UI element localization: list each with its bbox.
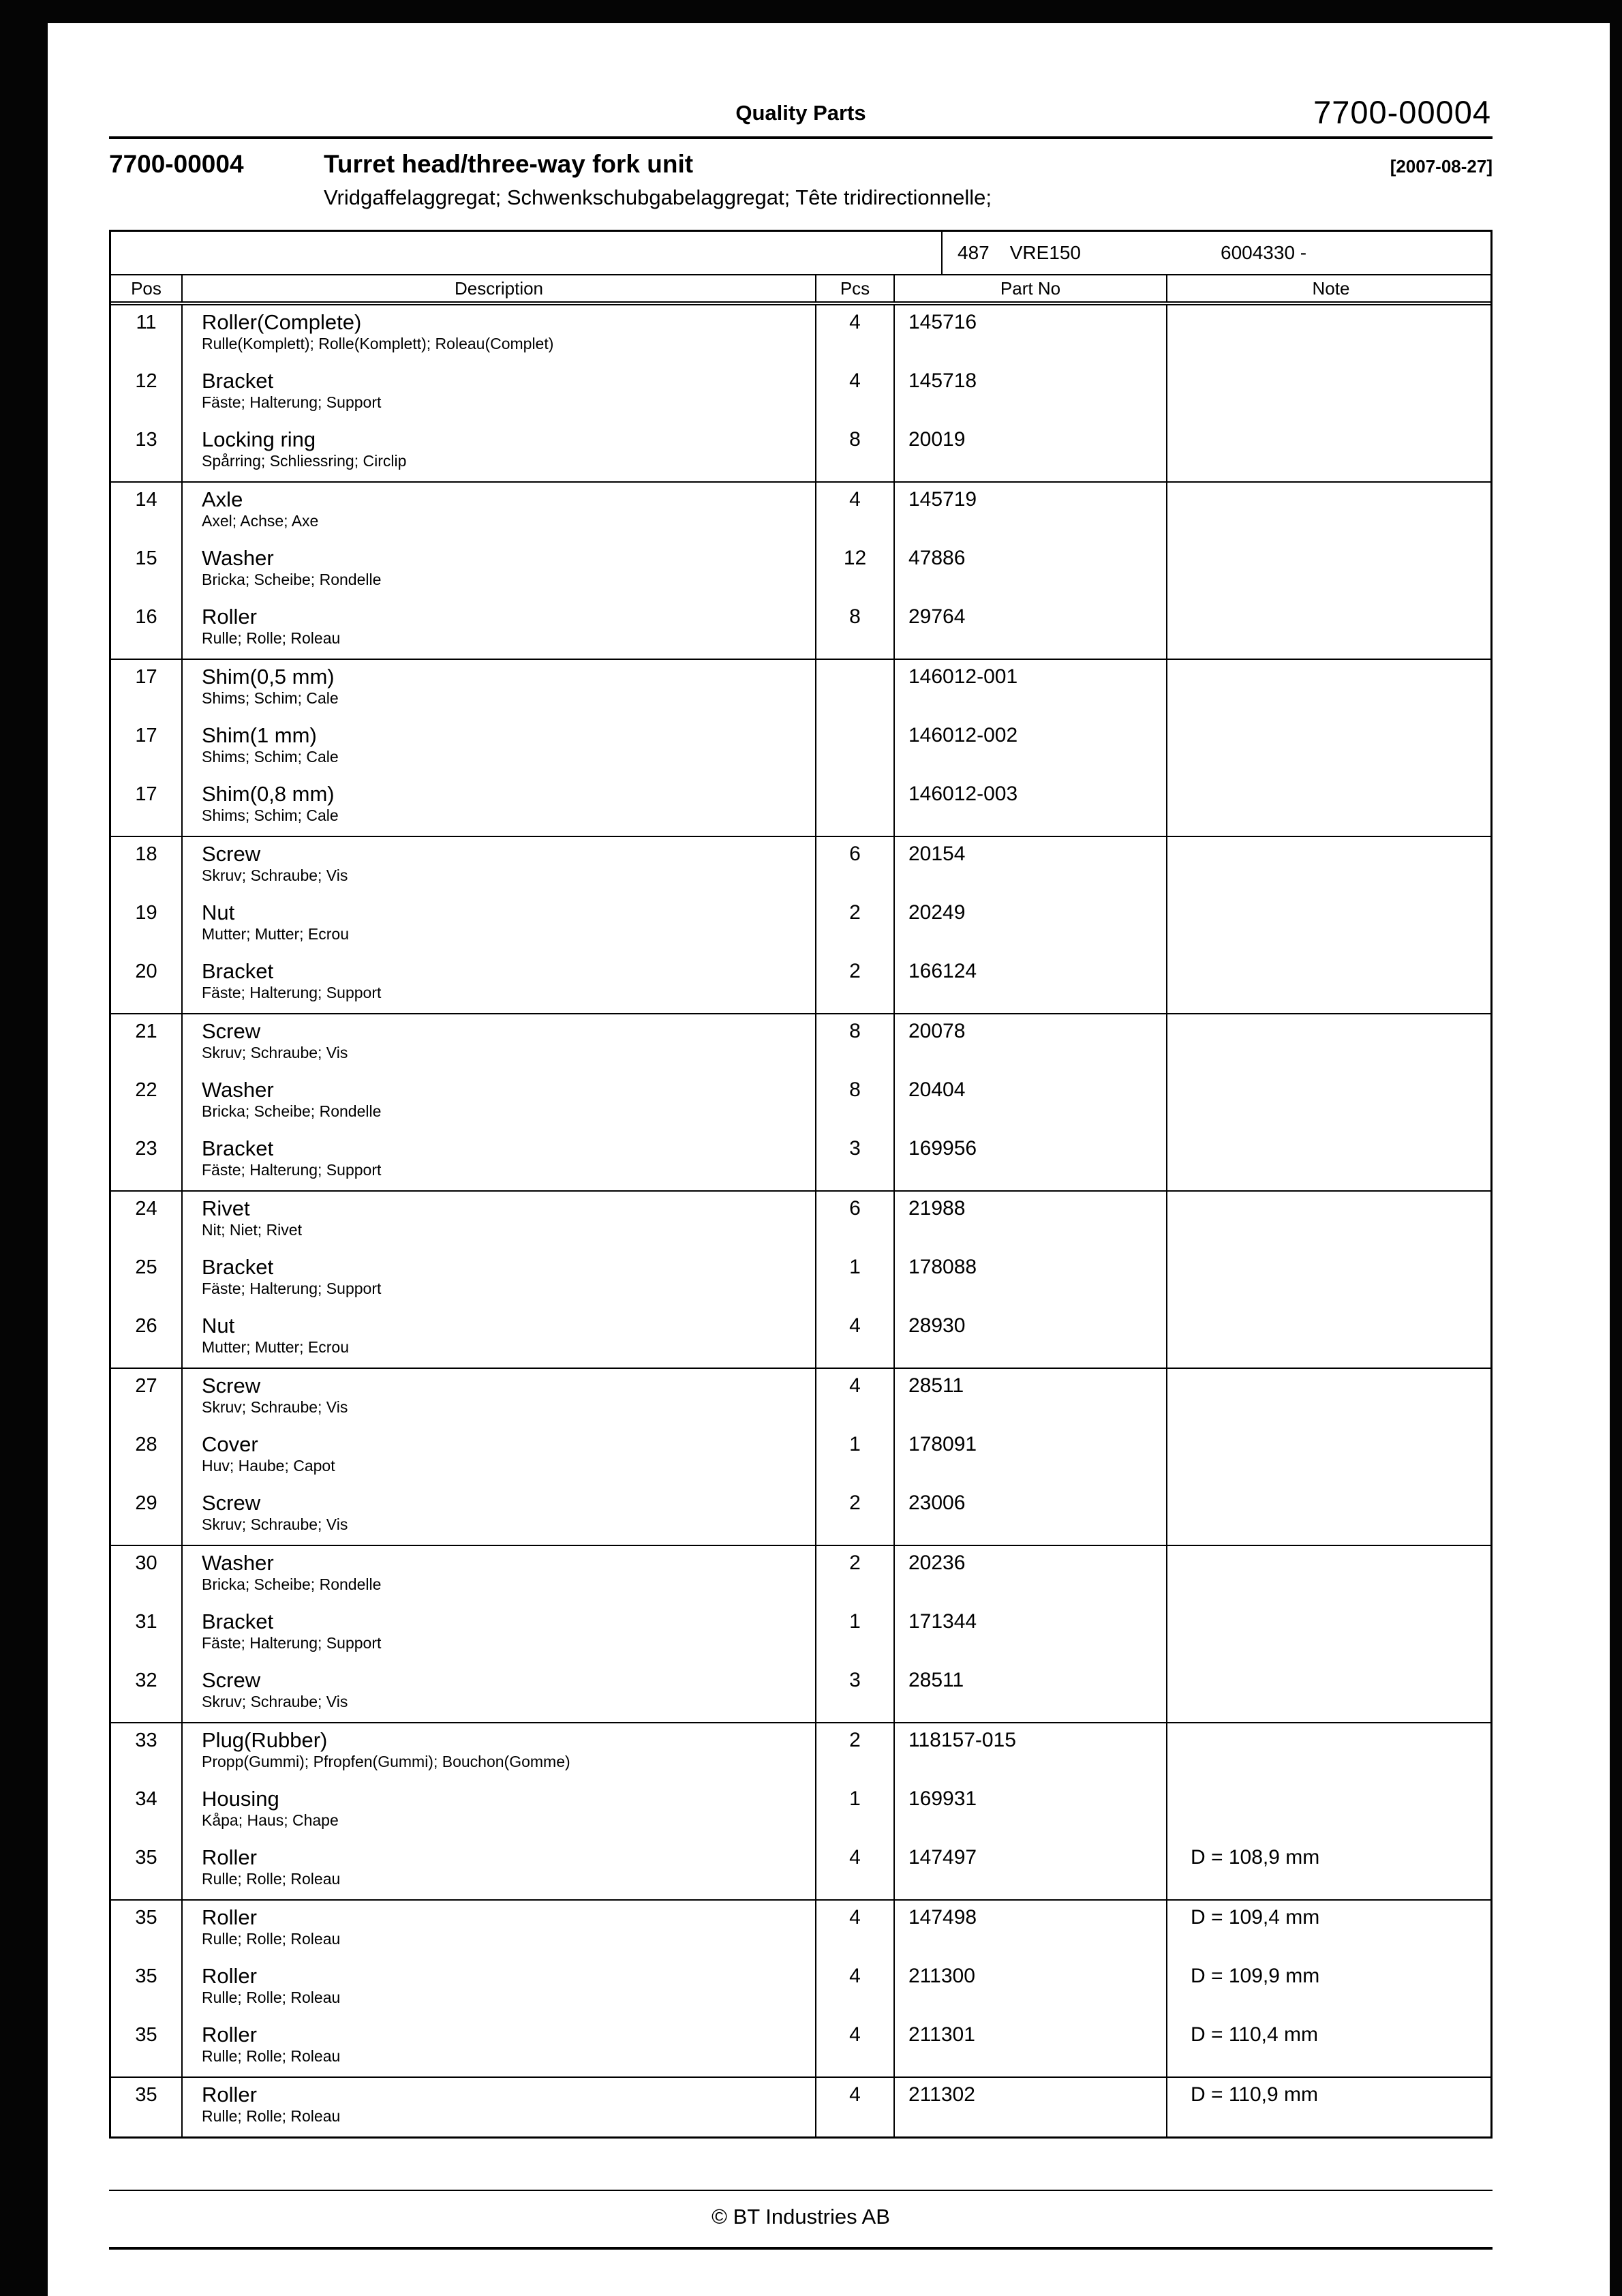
row-pos: 11: [111, 305, 183, 364]
row-pos: 26: [111, 1309, 183, 1368]
row-pos: 35: [111, 1959, 183, 2018]
parts-group: [111, 305, 1490, 481]
row-description-primary: Screw: [202, 1668, 261, 1692]
table-row: [111, 483, 1490, 541]
row-note: [1167, 660, 1495, 719]
row-note: [1167, 1663, 1495, 1722]
row-pcs: [816, 777, 895, 836]
row-pos: 17: [111, 660, 183, 719]
row-note: [1167, 777, 1495, 836]
row-description: [183, 1014, 816, 1073]
table-row: [111, 1782, 1490, 1841]
row-description: [183, 1486, 816, 1545]
row-description-translations: Rulle(Komplett); Rolle(Komplett); Roleau(Complet): [202, 335, 554, 352]
column-header-note: Note: [1312, 277, 1350, 299]
table-row: [111, 777, 1490, 836]
row-description: [183, 660, 816, 719]
table-row: [111, 1073, 1490, 1132]
row-note: [1167, 896, 1495, 954]
row-pos: 23: [111, 1132, 183, 1190]
table-row: [111, 1428, 1490, 1486]
row-partno: 171344: [895, 1605, 1167, 1663]
row-description: [183, 2078, 816, 2136]
row-pos: 17: [111, 777, 183, 836]
row-description: [183, 1132, 816, 1190]
parts-group: [111, 836, 1490, 1013]
table-row: [111, 1841, 1490, 1899]
scan-border-left: [0, 0, 48, 2296]
row-note: [1167, 954, 1495, 1013]
row-description: [183, 777, 816, 836]
row-note: [1167, 1486, 1495, 1545]
row-pcs: 2: [816, 1723, 895, 1782]
row-description-translations: Bricka; Scheibe; Rondelle: [202, 571, 382, 588]
row-pcs: 6: [816, 837, 895, 896]
title-block: [109, 150, 1493, 210]
row-note: [1167, 1309, 1495, 1368]
row-description-primary: Roller: [202, 1905, 257, 1929]
row-description-primary: Screw: [202, 1491, 261, 1515]
table-row: [111, 1663, 1490, 1722]
table-row: [111, 1901, 1490, 1959]
row-note: [1167, 1250, 1495, 1309]
model-name: VRE150: [1009, 242, 1082, 263]
row-pcs: [816, 660, 895, 719]
row-note: [1167, 1014, 1495, 1073]
row-partno: 146012-003: [895, 777, 1167, 836]
row-pos: 16: [111, 600, 183, 659]
table-row: [111, 1486, 1490, 1545]
row-description-translations: Bricka; Scheibe; Rondelle: [202, 1102, 382, 1120]
row-pos: 19: [111, 896, 183, 954]
table-header-row: [111, 275, 1490, 305]
row-pos: 34: [111, 1782, 183, 1841]
table-row: [111, 2018, 1490, 2076]
row-partno: 169956: [895, 1132, 1167, 1190]
row-pcs: 1: [816, 1428, 895, 1486]
row-pcs: 8: [816, 1014, 895, 1073]
row-pcs: 4: [816, 364, 895, 423]
row-note: [1167, 600, 1495, 659]
row-description-translations: Skruv; Schraube; Vis: [202, 1693, 348, 1710]
scan-border-top: [0, 0, 1622, 23]
row-pos: 31: [111, 1605, 183, 1663]
row-partno: 147498: [895, 1901, 1167, 1959]
row-description: [183, 1369, 816, 1428]
column-header-pcs: Pcs: [816, 275, 895, 301]
row-description: [183, 1841, 816, 1899]
parts-group: [111, 1368, 1490, 1545]
row-pcs: 4: [816, 2078, 895, 2136]
brand-title: Quality Parts: [735, 101, 866, 125]
row-pcs: 1: [816, 1605, 895, 1663]
parts-group: [111, 1899, 1490, 2076]
row-description: [183, 1782, 816, 1841]
row-description-primary: Bracket: [202, 1610, 274, 1633]
page-subtitle-translations: Vridgaffelaggregat; Schwenkschubgabelaggregat; Tête tridirectionnelle;: [324, 185, 992, 209]
row-description-primary: Shim(1 mm): [202, 723, 317, 747]
row-note: [1167, 1369, 1495, 1428]
row-description: [183, 954, 816, 1013]
row-pos: 27: [111, 1369, 183, 1428]
row-partno: 145719: [895, 483, 1167, 541]
column-header-pos: Pos: [111, 275, 183, 301]
row-description-translations: Skruv; Schraube; Vis: [202, 1044, 348, 1061]
row-description-primary: Roller: [202, 2023, 257, 2046]
row-pos: 13: [111, 423, 183, 481]
table-row: [111, 423, 1490, 481]
row-pos: 15: [111, 541, 183, 600]
row-description-translations: Nit; Niet; Rivet: [202, 1221, 302, 1239]
row-partno: 145718: [895, 364, 1167, 423]
row-pos: 20: [111, 954, 183, 1013]
row-pcs: 4: [816, 2018, 895, 2076]
row-partno: 20236: [895, 1546, 1167, 1605]
row-partno: 21988: [895, 1192, 1167, 1250]
row-description: [183, 1959, 816, 2018]
parts-table: [109, 230, 1493, 2139]
column-header-partno: Part No: [895, 275, 1167, 301]
row-note: D = 109,4 mm: [1191, 1906, 1320, 1929]
row-partno: 23006: [895, 1486, 1167, 1545]
row-note: D = 109,9 mm: [1191, 1965, 1320, 1987]
row-description-primary: Plug(Rubber): [202, 1728, 328, 1752]
row-pos: 35: [111, 1841, 183, 1899]
row-partno: 28511: [895, 1369, 1167, 1428]
row-description: [183, 1192, 816, 1250]
model-strip: [111, 232, 1490, 275]
parts-group: [111, 481, 1490, 659]
row-description-primary: Shim(0,8 mm): [202, 782, 335, 806]
row-description-translations: Skruv; Schraube; Vis: [202, 866, 348, 884]
row-description-translations: Shims; Schim; Cale: [202, 689, 339, 707]
row-description-primary: Washer: [202, 1551, 274, 1575]
row-description-translations: Mutter; Mutter; Ecrou: [202, 925, 350, 943]
row-partno: 20019: [895, 423, 1167, 481]
row-description-primary: Screw: [202, 1374, 261, 1398]
row-pos: 28: [111, 1428, 183, 1486]
title-line: [109, 150, 1493, 179]
table-row: [111, 954, 1490, 1013]
row-pcs: 8: [816, 1073, 895, 1132]
row-pcs: [816, 719, 895, 777]
row-pos: 35: [111, 2078, 183, 2136]
model-cell: [943, 232, 1490, 274]
row-partno: 29764: [895, 600, 1167, 659]
table-row: [111, 1192, 1490, 1250]
row-partno: 178091: [895, 1428, 1167, 1486]
row-pos: 30: [111, 1546, 183, 1605]
model-strip-spacer: [111, 232, 943, 274]
row-description-translations: Shims; Schim; Cale: [202, 748, 339, 766]
table-row: [111, 1369, 1490, 1428]
row-description: [183, 423, 816, 481]
row-description-primary: Nut: [202, 901, 235, 924]
row-description-primary: Locking ring: [202, 427, 316, 451]
row-description-primary: Cover: [202, 1432, 258, 1456]
scan-border-right: [1610, 0, 1622, 2296]
table-row: [111, 719, 1490, 777]
row-pcs: 4: [816, 483, 895, 541]
table-row: [111, 1605, 1490, 1663]
row-partno: 118157-015: [895, 1723, 1167, 1782]
row-description-primary: Roller(Complete): [202, 310, 362, 334]
row-partno: 20154: [895, 837, 1167, 896]
row-description-primary: Screw: [202, 1019, 261, 1043]
row-note: [1167, 1073, 1495, 1132]
row-note: [1167, 1782, 1495, 1841]
row-pos: 25: [111, 1250, 183, 1309]
row-description: [183, 483, 816, 541]
row-pcs: 2: [816, 954, 895, 1013]
table-row: [111, 660, 1490, 719]
document-number-large: 7700-00004: [1313, 94, 1491, 130]
row-description-translations: Huv; Haube; Capot: [202, 1457, 335, 1475]
row-description: [183, 600, 816, 659]
parts-group: [111, 1190, 1490, 1368]
parts-group: [111, 1722, 1490, 1899]
revision-date: [2007-08-27]: [1390, 156, 1493, 177]
row-partno: 146012-002: [895, 719, 1167, 777]
row-description: [183, 2018, 816, 2076]
row-pos: 24: [111, 1192, 183, 1250]
table-row: [111, 1014, 1490, 1073]
row-note: [1167, 1605, 1495, 1663]
row-pos: 32: [111, 1663, 183, 1722]
table-row: [111, 600, 1490, 659]
row-pcs: 3: [816, 1132, 895, 1190]
table-row: [111, 1309, 1490, 1368]
row-note: [1167, 719, 1495, 777]
page-title: Turret head/three-way fork unit: [324, 150, 694, 178]
row-note: [1167, 541, 1495, 600]
parts-table-body: [111, 305, 1490, 2136]
row-description-translations: Rulle; Rolle; Roleau: [202, 2047, 341, 2065]
table-row: [111, 1546, 1490, 1605]
row-description: [183, 1901, 816, 1959]
page-header: [109, 23, 1493, 139]
row-description-translations: Mutter; Mutter; Ecrou: [202, 1338, 350, 1356]
row-note: D = 110,9 mm: [1191, 2083, 1319, 2106]
row-note: D = 110,4 mm: [1191, 2023, 1319, 2046]
row-pcs: 1: [816, 1782, 895, 1841]
row-description-translations: Fäste; Halterung; Support: [202, 1634, 382, 1652]
row-pcs: 2: [816, 1546, 895, 1605]
table-row: [111, 305, 1490, 364]
row-description: [183, 1250, 816, 1309]
row-partno: 178088: [895, 1250, 1167, 1309]
row-note: [1167, 1428, 1495, 1486]
row-pcs: 4: [816, 1369, 895, 1428]
row-description-translations: Axel; Achse; Axe: [202, 512, 319, 530]
row-description-translations: Propp(Gummi); Pfropfen(Gummi); Bouchon(Gomme): [202, 1753, 570, 1770]
row-description-primary: Washer: [202, 546, 274, 570]
row-description-primary: Screw: [202, 842, 261, 866]
row-note: [1167, 1132, 1495, 1190]
table-row: [111, 837, 1490, 896]
row-description-translations: Bricka; Scheibe; Rondelle: [202, 1575, 382, 1593]
row-description-primary: Bracket: [202, 1136, 274, 1160]
row-note: D = 108,9 mm: [1191, 1846, 1320, 1869]
row-pcs: 4: [816, 1309, 895, 1368]
table-row: [111, 896, 1490, 954]
table-row: [111, 2078, 1490, 2136]
row-note: [1167, 1723, 1495, 1782]
row-pcs: 8: [816, 423, 895, 481]
row-pos: 21: [111, 1014, 183, 1073]
row-description-primary: Shim(0,5 mm): [202, 665, 335, 689]
row-partno: 147497: [895, 1841, 1167, 1899]
row-description: [183, 719, 816, 777]
document-number: 7700-00004: [109, 150, 244, 178]
row-description-translations: Rulle; Rolle; Roleau: [202, 1930, 341, 1948]
row-pos: 14: [111, 483, 183, 541]
row-description-translations: Fäste; Halterung; Support: [202, 984, 382, 1001]
row-description-primary: Roller: [202, 1964, 257, 1988]
row-pos: 12: [111, 364, 183, 423]
model-code: 487: [958, 242, 990, 263]
row-description-primary: Roller: [202, 2083, 257, 2106]
row-description: [183, 1428, 816, 1486]
row-pcs: 4: [816, 1841, 895, 1899]
serial-number-range: 6004330 -: [1221, 242, 1307, 263]
footer-copyright: © BT Industries AB: [711, 2205, 890, 2229]
row-note: [1167, 1546, 1495, 1605]
row-description-primary: Roller: [202, 1845, 257, 1869]
table-row: [111, 1250, 1490, 1309]
row-description-primary: Nut: [202, 1314, 235, 1338]
row-description-primary: Bracket: [202, 1255, 274, 1279]
row-partno: 169931: [895, 1782, 1167, 1841]
row-description-translations: Rulle; Rolle; Roleau: [202, 2107, 341, 2125]
row-pos: 22: [111, 1073, 183, 1132]
row-description: [183, 305, 816, 364]
row-pcs: 6: [816, 1192, 895, 1250]
row-description-translations: Fäste; Halterung; Support: [202, 393, 382, 411]
parts-group: [111, 1013, 1490, 1190]
row-partno: 145716: [895, 305, 1167, 364]
row-description-primary: Axle: [202, 487, 243, 511]
row-description-translations: Skruv; Schraube; Vis: [202, 1515, 348, 1533]
row-note: [1167, 305, 1495, 364]
row-description-translations: Skruv; Schraube; Vis: [202, 1398, 348, 1416]
row-description: [183, 1309, 816, 1368]
table-row: [111, 1132, 1490, 1190]
row-description-translations: Fäste; Halterung; Support: [202, 1161, 382, 1179]
table-row: [111, 364, 1490, 423]
row-pos: 29: [111, 1486, 183, 1545]
row-description-primary: Washer: [202, 1078, 274, 1102]
row-partno: 28930: [895, 1309, 1167, 1368]
row-pcs: 3: [816, 1663, 895, 1722]
row-description: [183, 1073, 816, 1132]
row-pcs: 4: [816, 305, 895, 364]
row-description: [183, 1546, 816, 1605]
row-description: [183, 1723, 816, 1782]
row-description-translations: Rulle; Rolle; Roleau: [202, 1870, 341, 1888]
row-pcs: 4: [816, 1901, 895, 1959]
row-description: [183, 837, 816, 896]
row-partno: 28511: [895, 1663, 1167, 1722]
column-header-description: Description: [183, 275, 816, 301]
row-description-translations: Spårring; Schliessring; Circlip: [202, 452, 407, 470]
row-description: [183, 364, 816, 423]
row-description-primary: Roller: [202, 605, 257, 629]
row-note: [1167, 423, 1495, 481]
parts-group: [111, 2076, 1490, 2136]
row-description-translations: Shims; Schim; Cale: [202, 806, 339, 824]
row-pos: 18: [111, 837, 183, 896]
row-note: [1167, 1192, 1495, 1250]
table-row: [111, 1723, 1490, 1782]
row-description: [183, 541, 816, 600]
row-description-primary: Rivet: [202, 1196, 250, 1220]
parts-group: [111, 659, 1490, 836]
row-pcs: 2: [816, 1486, 895, 1545]
row-pos: 35: [111, 2018, 183, 2076]
row-pcs: 8: [816, 600, 895, 659]
row-partno: 20404: [895, 1073, 1167, 1132]
row-description: [183, 1605, 816, 1663]
row-pcs: 4: [816, 1959, 895, 2018]
row-note: [1167, 483, 1495, 541]
row-description-translations: Rulle; Rolle; Roleau: [202, 1989, 341, 2006]
row-note: [1167, 364, 1495, 423]
row-partno: 47886: [895, 541, 1167, 600]
table-row: [111, 1959, 1490, 2018]
row-partno: 146012-001: [895, 660, 1167, 719]
parts-group: [111, 1545, 1490, 1722]
row-pos: 33: [111, 1723, 183, 1782]
row-partno: 211300: [895, 1959, 1167, 2018]
row-description: [183, 896, 816, 954]
row-partno: 211302: [895, 2078, 1167, 2136]
table-row: [111, 541, 1490, 600]
row-description-translations: Rulle; Rolle; Roleau: [202, 629, 341, 647]
row-partno: 211301: [895, 2018, 1167, 2076]
row-description-translations: Fäste; Halterung; Support: [202, 1280, 382, 1297]
row-note: [1167, 837, 1495, 896]
row-pcs: 2: [816, 896, 895, 954]
row-description: [183, 1663, 816, 1722]
row-pos: 35: [111, 1901, 183, 1959]
row-pcs: 12: [816, 541, 895, 600]
row-pos: 17: [111, 719, 183, 777]
row-description-primary: Housing: [202, 1787, 279, 1811]
row-description-primary: Bracket: [202, 959, 274, 983]
page-footer: [109, 2190, 1493, 2250]
row-description-translations: Kåpa; Haus; Chape: [202, 1811, 339, 1829]
row-partno: 166124: [895, 954, 1167, 1013]
row-partno: 20078: [895, 1014, 1167, 1073]
row-pcs: 1: [816, 1250, 895, 1309]
row-description-primary: Bracket: [202, 369, 274, 393]
row-partno: 20249: [895, 896, 1167, 954]
